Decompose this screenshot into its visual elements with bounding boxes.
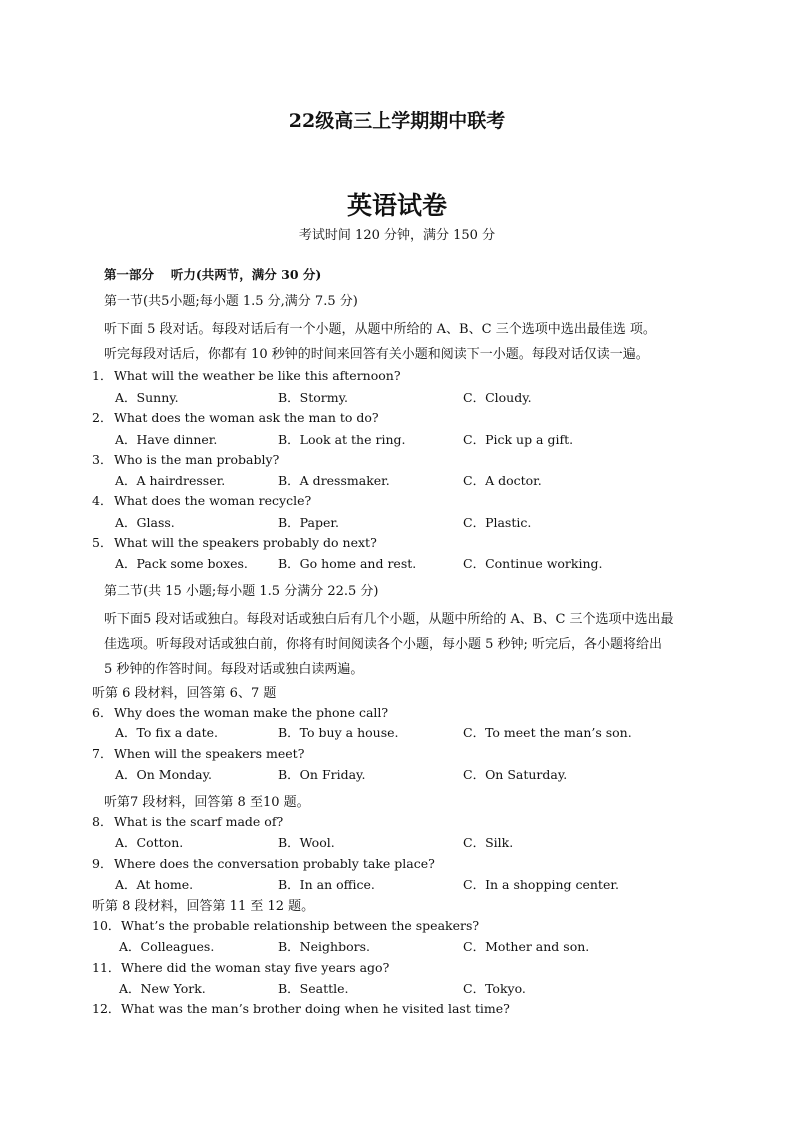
option-b: B．Wool. [278, 835, 335, 850]
option-b: B．On Friday. [278, 767, 366, 782]
option-a: A．Sunny. [115, 390, 179, 405]
option-c: C．On Saturday. [463, 767, 568, 782]
exam-header-title: 22级高三上学期期中联考 [288, 110, 506, 132]
section1-instruction-line: 听完每段对话后，你都有 10 秒钟的时间来回答有关小题和阅读下一小题。每段对话仅读一遍。 [104, 347, 649, 362]
question-number: 9． [92, 856, 113, 871]
exam-subject-title: 英语试卷 [346, 191, 447, 220]
question-stem [92, 958, 389, 976]
question-text: What is the scarf made of? [114, 814, 284, 829]
option-a: A．New York. [119, 981, 206, 996]
option-b: B．To buy a house. [278, 725, 399, 740]
question-text: What will the speakers probably do next? [114, 535, 377, 550]
question-stem [92, 408, 379, 426]
question-number: 3． [92, 452, 113, 467]
question-text: What does the woman recycle? [114, 493, 312, 508]
option-c: C．Mother and son. [463, 939, 590, 954]
question-text: Who is the man probably? [114, 452, 280, 467]
question-number: 10． [92, 918, 121, 933]
question-text: Why does the woman make the phone call? [114, 705, 389, 720]
section1-heading: 第一节(共5小题;每小题 1.5 分,满分 7.5 分) [104, 294, 358, 309]
question-text: Where does the conversation probably take place? [114, 856, 435, 871]
question-stem [92, 999, 510, 1017]
option-c: C．Silk. [463, 835, 514, 850]
option-b: B．Look at the ring. [278, 432, 406, 447]
option-c: C．Pick up a gift. [463, 432, 574, 447]
question-number: 5． [92, 535, 113, 550]
option-c: C．A doctor. [463, 473, 542, 488]
section2-heading: 第二节(共 15 小题;每小题 1.5 分满分 22.5 分) [104, 584, 379, 599]
exam-time-info: 考试时间 120 分钟，满分 150 分 [298, 228, 496, 243]
question-text: What was the man’s brother doing when he visited last time? [121, 1001, 510, 1016]
section1-instruction-line: 听下面 5 段对话。每段对话后有一个小题，从题中所给的 A、B、C 三个选项中选出最佳选 项。 [104, 322, 656, 337]
option-a: A．Colleagues. [119, 939, 215, 954]
section2-instruction-line: 佳选项。听每段对话或独白前，你将有时间阅读各个小题，每小题 5 秒钟; 听完后，各小题将给出 [104, 637, 663, 652]
option-b: B．Go home and rest. [278, 556, 417, 571]
question-stem [92, 703, 388, 721]
question-text: What does the woman ask the man to do? [114, 410, 379, 425]
question-number: 1． [92, 368, 113, 383]
question-number: 4． [92, 493, 113, 508]
question-stem [92, 854, 435, 872]
question-text: Where did the woman stay five years ago? [121, 960, 390, 975]
section2-instruction-line: 5 秒钟的作答时间。每段对话或独白读两遍。 [104, 662, 364, 677]
material-note: 听第7 段材料，回答第 8 至10 题。 [104, 795, 310, 810]
question-stem [92, 812, 283, 830]
option-c: C．In a shopping center. [463, 877, 619, 892]
option-b: B．In an office. [278, 877, 375, 892]
question-stem [92, 366, 401, 384]
option-a: A．Pack some boxes. [115, 556, 248, 571]
question-text: When will the speakers meet? [114, 746, 305, 761]
option-c: C．To meet the man’s son. [463, 725, 632, 740]
option-a: A．On Monday. [115, 767, 213, 782]
option-b: B．Stormy. [278, 390, 349, 405]
question-stem [92, 491, 311, 509]
question-number: 12． [92, 1001, 121, 1016]
option-b: B．Neighbors. [278, 939, 370, 954]
question-stem [92, 916, 479, 934]
option-b: B．A dressmaker. [278, 473, 390, 488]
option-c: C．Plastic. [463, 515, 532, 530]
question-number: 8． [92, 814, 113, 829]
question-stem [92, 450, 279, 468]
option-b: B．Seattle. [278, 981, 349, 996]
option-b: B．Paper. [278, 515, 339, 530]
question-number: 6． [92, 705, 113, 720]
option-c: C．Cloudy. [463, 390, 532, 405]
question-stem [92, 533, 377, 551]
question-text: What will the weather be like this afternoon? [114, 368, 401, 383]
option-c: C．Tokyo. [463, 981, 526, 996]
option-c: C．Continue working. [463, 556, 603, 571]
option-a: A．Have dinner. [115, 432, 218, 447]
option-a: A．To fix a date. [115, 725, 219, 740]
option-a: A．At home. [115, 877, 194, 892]
material-note: 听第 8 段材料，回答第 11 至 12 题。 [92, 899, 315, 914]
section2-instruction-line: 听下面5 段对话或独白。每段对话或独白后有几个小题，从题中所给的 A、B、C 三个选项中选出最 [104, 612, 674, 627]
option-a: A．Glass. [115, 515, 175, 530]
part1-heading: 第一部分 听力(共两节，满分 30 分) [104, 267, 322, 282]
question-number: 11． [92, 960, 121, 975]
material-note: 听第 6 段材料，回答第 6、7 题 [92, 686, 277, 701]
option-a: A．A hairdresser. [115, 473, 226, 488]
question-text: What’s the probable relationship between the speakers? [121, 918, 480, 933]
question-stem [92, 744, 304, 762]
question-number: 2． [92, 410, 113, 425]
question-number: 7． [92, 746, 113, 761]
option-a: A．Cotton. [115, 835, 184, 850]
